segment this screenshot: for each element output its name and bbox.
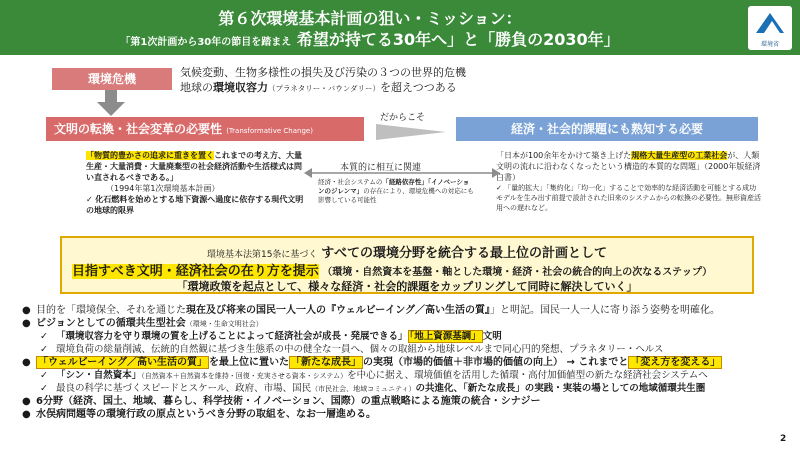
bullet-small: （市民社会、地域コミュニティ）: [311, 385, 416, 393]
bullet-item: [22, 408, 782, 421]
check-icon: ✓: [40, 370, 48, 381]
bullet-text: 最良の科学に基づくスピードとスケール、政府、市場、国民: [56, 383, 312, 394]
check-icon: ✓: [40, 331, 48, 342]
check-icon: ✓: [40, 344, 48, 355]
sub-bullet-item: [22, 369, 782, 382]
bullet-text: 環境負荷の総量削減、伝統的自然観に基づき生態系の中の健全な一員へ、個々の取組から地球レベルまで同心円的発想、プラネタリー・ヘルス: [56, 344, 664, 355]
logo-label: 環境省: [760, 41, 779, 48]
crisis-line2: [180, 80, 466, 96]
bullet-icon: ●: [22, 357, 31, 368]
arrow-stem: [105, 90, 117, 102]
bullet-item: [22, 304, 782, 317]
bullet-small: （環境・生命文明社会）: [185, 320, 263, 328]
core-line2: [72, 260, 712, 279]
core-line2-sub: （環境・自然資本を基盤・軸とした環境・経済・社会の統合的向上の次なるステップ）: [322, 267, 713, 278]
connector-text: だからこそ: [380, 113, 426, 123]
transformation-en: (Transformative Change): [226, 127, 313, 135]
right-arrow-icon: [376, 124, 446, 140]
core-line1-bold: すべての環境分野を統合する最上位の計画として: [321, 246, 608, 261]
check-icon: ✓: [496, 184, 505, 192]
sub-bullet-item: [22, 343, 782, 356]
bullet-bold: 現在及び将来の国民一人一人の『ウェルビーイング／高い生活の質』: [186, 305, 490, 316]
bullet-bold: 「環境収容力を守り環境の質を上げることによって経済社会が成長・発展できる」: [56, 331, 408, 342]
bullet-bold: 「シン・自然資本」: [56, 370, 142, 381]
bullet-highlight: 「ウェルビーイング／高い生活の質」: [38, 357, 207, 368]
page-title: 第６次環境基本計画の狙い・ミッション：: [218, 9, 522, 28]
core-line2-highlight: 目指すべき文明・経済社会の在り方を提示: [72, 264, 319, 279]
subtitle-small: 「第1次計画から30年の節目を踏まえ: [120, 37, 292, 48]
mutual-relation: 本質的に相互に関連: [340, 163, 422, 173]
right-note: [496, 150, 762, 230]
bullet-item: [22, 395, 782, 408]
left-source: （1994年第1次環境基本計画）: [106, 184, 220, 193]
left-quote-highlight: 「物質的豊かさの追求に重きを置く: [86, 151, 214, 160]
core-line1-small: 環境基本法第15条に基づく: [206, 250, 318, 260]
bullet-list: [22, 304, 782, 421]
crisis-line1: 気候変動、生物多様性の損失及び汚染の３つの世界的危機: [180, 66, 466, 79]
sub-bullet-item: [22, 382, 782, 395]
center-text-a: 経済・社会システムの: [318, 178, 383, 186]
title-bar: [0, 0, 800, 55]
sub-bullet-item: [22, 330, 782, 343]
left-quote-rest: これまでの考え方、大量生産・大量消費・大量廃棄型の社会経済活動や生活様式は問い直されるべきである。」: [86, 151, 302, 182]
bullet-bold: の実現（市場的価値＋非市場的価値の向上） → これまでと: [363, 357, 629, 368]
left-check: [86, 194, 304, 216]
economy-label: 経済・社会的課題にも熟知する必要: [456, 117, 758, 141]
bullet-text: を中心に据え、環境価値を活用した循環・高付加価値型の新たな経済社会システムへ: [347, 370, 708, 381]
check-icon: ✓: [86, 195, 96, 204]
crisis-line2-small: （プラネタリー・バウンダリー）: [268, 84, 380, 93]
bullet-icon: ●: [22, 409, 31, 420]
bullet-bold: ビジョンとしての循環共生型社会: [36, 318, 186, 329]
right-check: [496, 183, 762, 213]
bullet-text: 」と明記。国民一人一人に寄り添う姿勢を明確化。: [490, 305, 720, 316]
right-check-text: 「量的拡大」「集約化」「均一化」することで効率的な経済活動を可能とする成功モデルを生み出す前提で設計された旧来のシステムからの転換の必要性。無形資産活用への遅れなど。: [496, 184, 761, 212]
bullet-small: （自然資本＋自然資本を維持・回復・充実させる資本・システム）: [141, 372, 348, 380]
core-line3: 「環境政策を起点として、様々な経済・社会的課題をカップリングして同時に解決していく」: [176, 280, 638, 293]
right-quote-b: が、人類文明の流れに沿わなくなったという構造的本質的な問題」（2000年版経済白書）: [496, 151, 761, 182]
bullet-text: 目的を「環境保全、それを通じた: [36, 305, 186, 316]
crisis-label: 環境危機: [52, 68, 172, 90]
bullet-bold: 水俣病問題等の環境行政の原点というべき分野の取組を、なお一層進める。: [36, 409, 376, 420]
bullet-bold: 6分野（経済、国土、地域、暮らし、科学技術・イノベーション、国際）の重点戦略による施策の統合・シナジー: [36, 396, 541, 407]
bullet-bold: の共進化、「新たな成長」の実践・実装の場としての地域循環共生圏: [415, 383, 706, 394]
bullet-bold: を最上位に置いた: [209, 357, 289, 368]
bullet-bold: 文明: [482, 331, 502, 342]
bullet-highlight: 「地上資源基調」: [409, 331, 481, 342]
transformation-label: [46, 117, 364, 141]
mountain-logo-icon: [754, 9, 786, 37]
bullet-highlight: 「新たな成長」: [291, 357, 361, 368]
crisis-line2-d: を超えつつある: [379, 81, 457, 94]
page-subtitle: [0, 27, 740, 50]
subtitle-main: 希望が持てる30年へ」と「勝負の2030年」: [296, 30, 620, 49]
bullet-highlight: 「変え方を変える」: [630, 357, 721, 368]
crisis-description: [180, 65, 466, 96]
left-check-text: 化石燃料を始めとする地下資源へ過度に依存する現代文明の地球的限界: [86, 195, 304, 215]
page-number: 2: [780, 434, 787, 444]
center-text-bold: 「経路依存性」「イノベーションのジレンマ」: [318, 178, 470, 195]
center-note: [318, 178, 474, 205]
ministry-logo: [748, 6, 792, 50]
center-text-b: の存在により、環境危機への対応にも影響している可能性: [318, 187, 474, 204]
bullet-icon: ●: [22, 396, 31, 407]
crisis-line2-a: 地球の: [180, 81, 213, 94]
core-plan-box: [60, 236, 754, 294]
core-line1: [62, 242, 752, 261]
bullet-icon: ●: [22, 318, 31, 329]
right-quote-highlight: 規格大量生産型の工業社会: [631, 151, 728, 160]
bullet-icon: ●: [22, 305, 31, 316]
transformation-title: 文明の転換・社会変革の必要性: [54, 122, 223, 136]
check-icon: ✓: [40, 383, 48, 394]
bullet-item: [22, 317, 782, 330]
left-note: [86, 150, 304, 230]
crisis-line2-bold: 環境収容力: [213, 81, 268, 94]
bullet-item: [22, 356, 782, 369]
down-arrow-icon: [97, 102, 125, 116]
right-quote-a: 「日本が100余年をかけて築き上げた: [496, 151, 632, 160]
